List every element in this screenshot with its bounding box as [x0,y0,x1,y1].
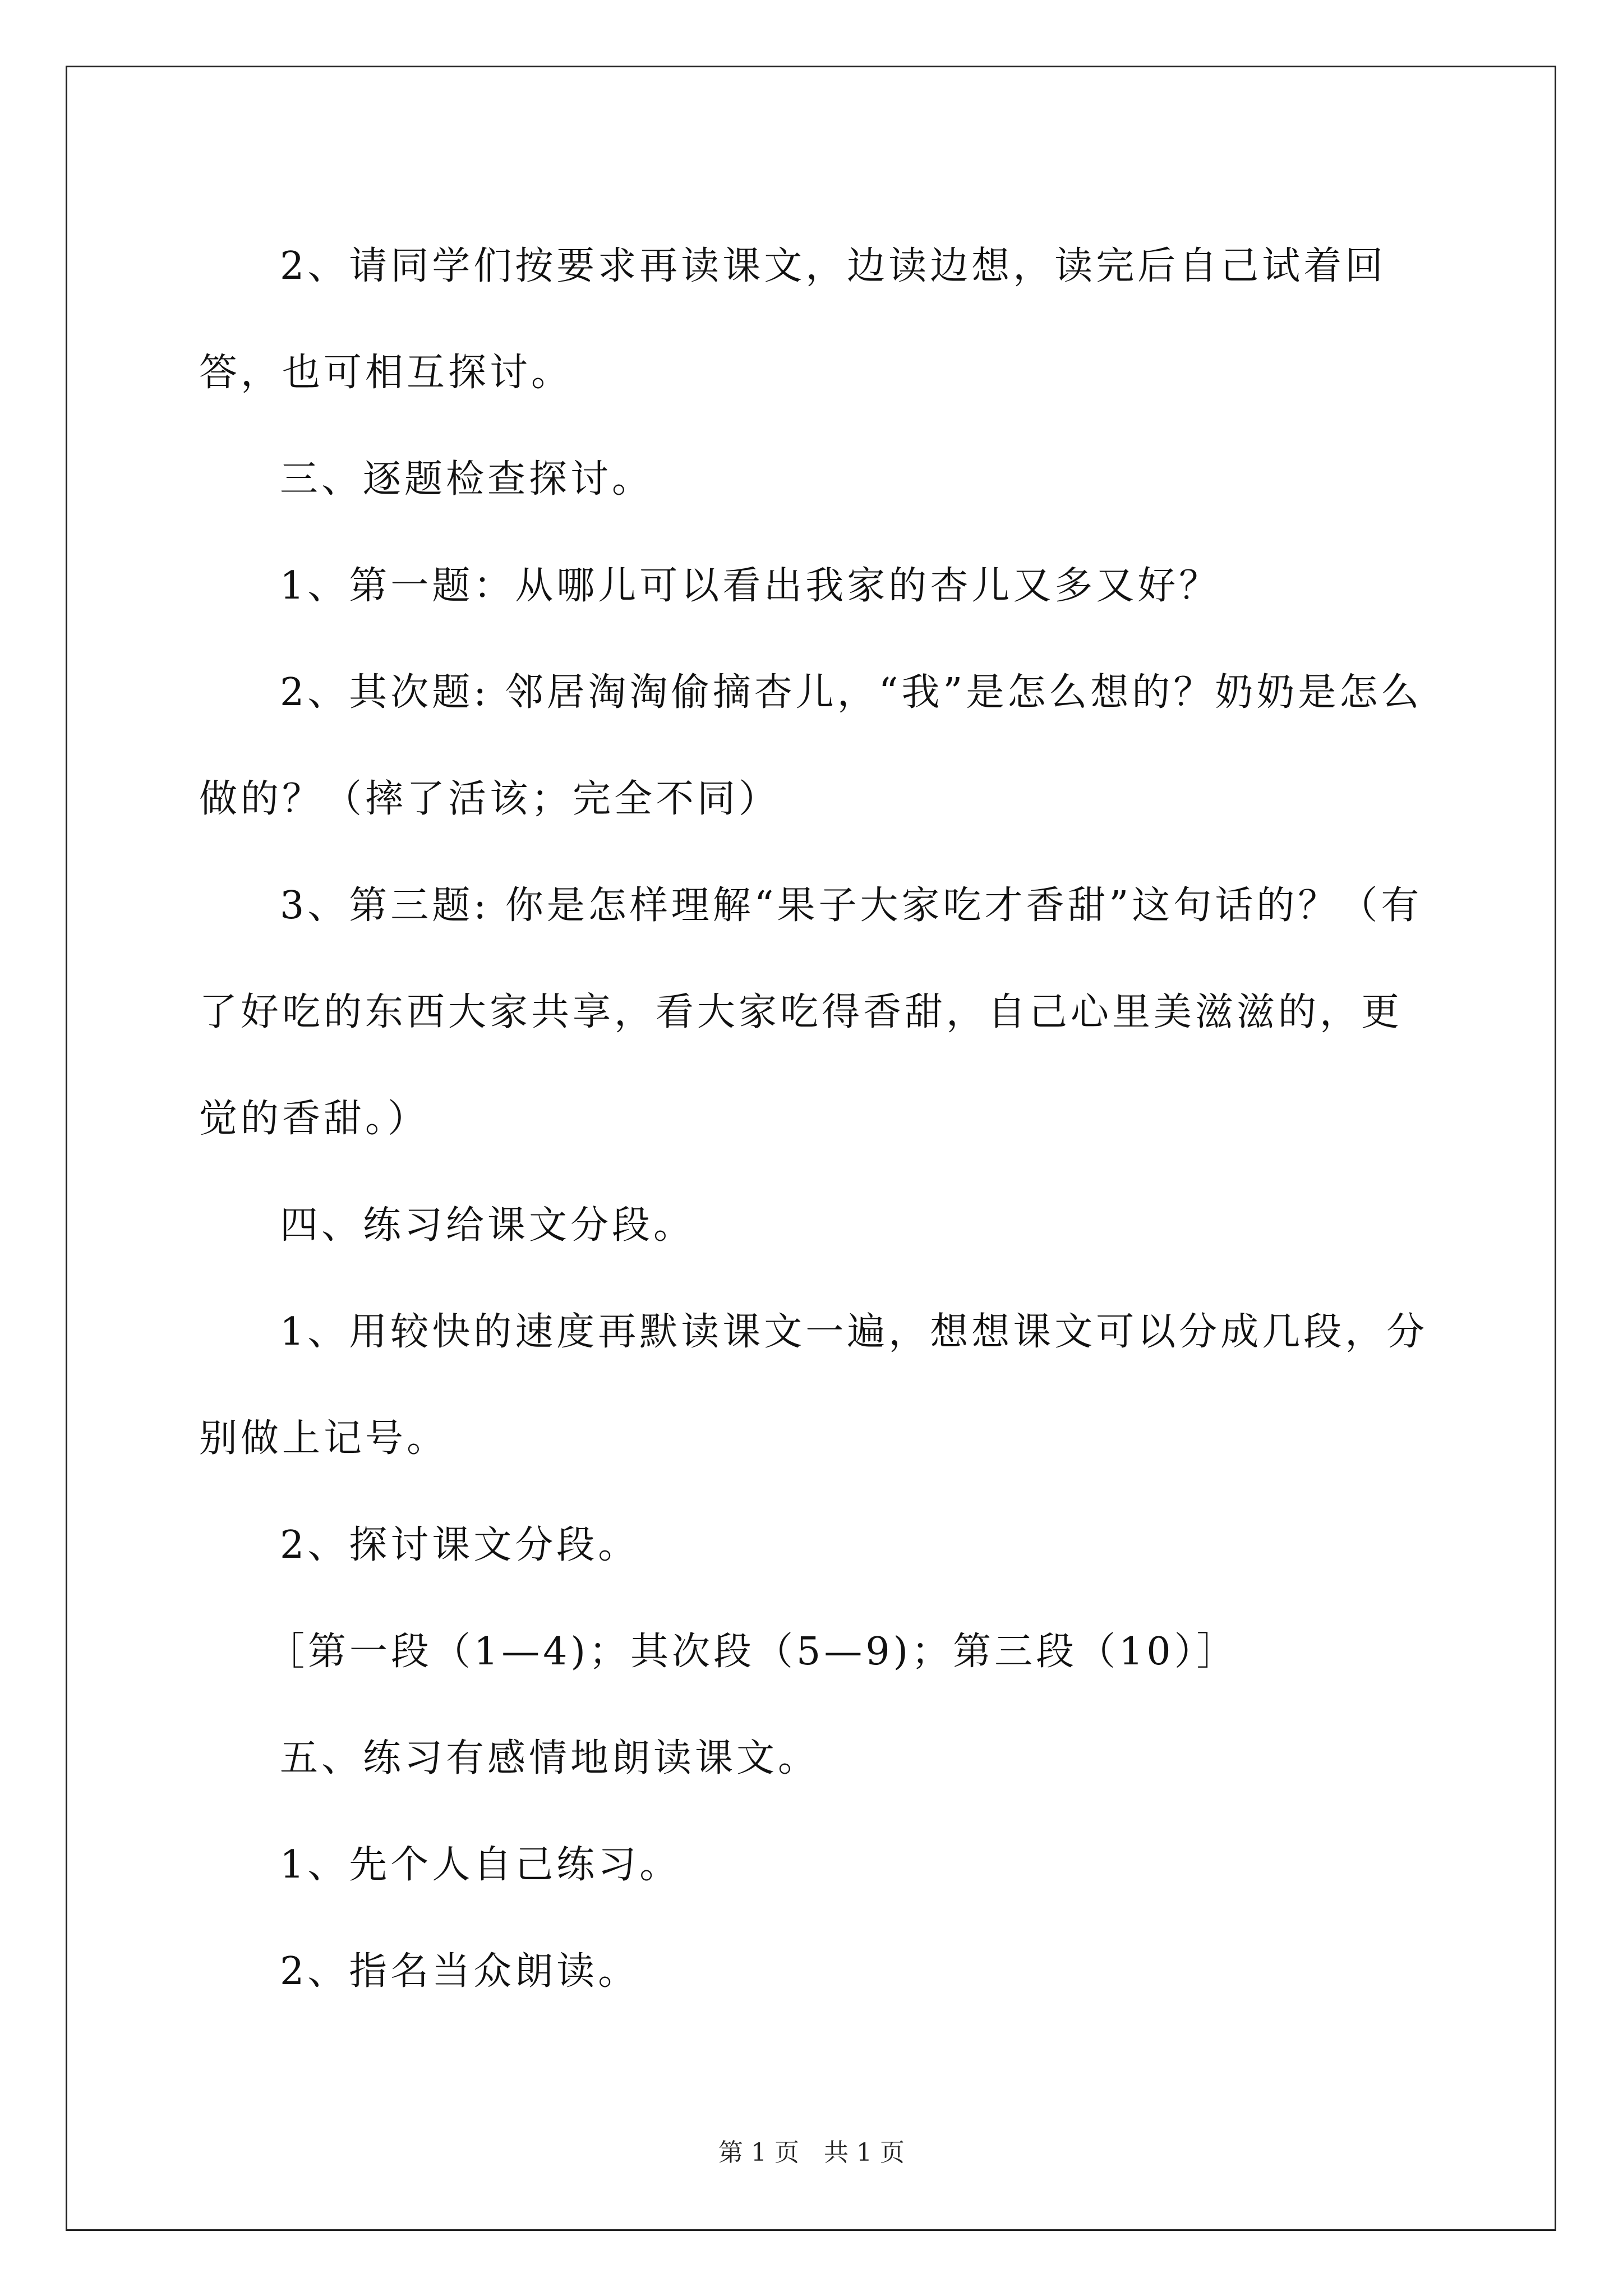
page-number: 第 1 页 [718,2138,799,2167]
page-footer [0,2136,1623,2170]
paragraph: 1、先个人自己练习。 [280,1843,681,1887]
document-body [199,213,1433,2025]
paragraph: ［第一段（1—4)；其次段（5—9)；第三段（10）］ [266,1630,1238,1674]
section-heading: 三、逐题检查探讨。 [280,457,654,501]
paragraph: 1、第一题：从哪儿可以看出我家的杏儿又多又好？ [280,564,1221,608]
paragraph: 3、第三题: 你是怎样理解“果子大家吃才香甜”这句话的？（有了好吃的东西大家共享，看大家吃得香甜，自己心里美滋滋的，更觉的香甜。） [199,884,1423,1141]
paragraph: 2、其次题: 邻居淘淘偷摘杏儿，“我”是怎么想的？奶奶是怎么做的？（摔了活该；完全不同） [199,670,1423,821]
paragraph: 2、指名当众朗读。 [280,1949,640,1994]
page-total: 共 1 页 [824,2138,905,2167]
paragraph: 2、探讨课文分段。 [280,1523,640,1567]
paragraph: 1、用较快的速度再默读课文一遍，想想课文可以分成几段，分别做上记号。 [199,1310,1428,1461]
paragraph: 2、请同学们按要求再读课文，边读边想，读完后自己试着回答，也可相互探讨。 [199,244,1387,395]
section-heading: 五、练习有感情地朗读课文。 [280,1736,820,1780]
section-heading: 四、练习给课文分段。 [280,1203,695,1248]
